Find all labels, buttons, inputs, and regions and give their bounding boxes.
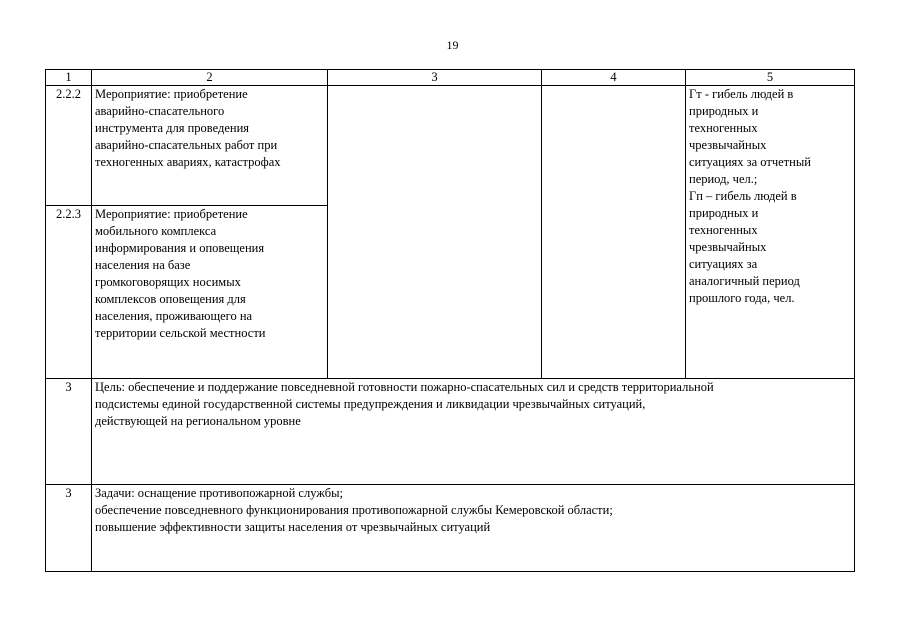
indicator-text: Гт - гибель людей в природных и техногенных чрезвычайных ситуациях за отчетный период, чел.; Гп – гибель людей в природных и техногенных чрезвычайных ситуациях за аналогичный период прошлого года, чел. [686,86,855,379]
column-header: 5 [686,70,855,86]
tasks-row [46,485,855,572]
page-number: 19 [446,38,459,52]
table-header-row [46,70,855,86]
activity-text: Мероприятие: приобретение аварийно-спасательного инструмента для проведения аварийно-спасательных работ при техногенных авариях, катастрофах [92,86,328,206]
goal-text: Цель: обеспечение и поддержание повседневной готовности пожарно-спасательных сил и средств территориальной подсистемы единой государственной системы предупреждения и ликвидации чрезвычайных ситуаций, действующей на региональном уровне [92,379,855,485]
empty-cell-col3 [328,86,542,379]
goal-row [46,379,855,485]
row-number: 3 [46,379,92,485]
column-header: 2 [92,70,328,86]
row-number: 3 [46,485,92,572]
row-number: 2.2.3 [46,206,92,379]
column-header: 3 [328,70,542,86]
table-row [46,86,855,206]
column-header: 4 [542,70,686,86]
column-header: 1 [46,70,92,86]
program-table [45,69,855,572]
activity-text: Мероприятие: приобретение мобильного комплекса информирования и оповещения населения на базе громкоговорящих носимых комплексов оповещения для населения, проживающего на территории сельской местности [92,206,328,379]
tasks-text: Задачи: оснащение противопожарной службы; обеспечение повседневного функционирования противопожарной службы Кемеровской области; повышение эффективности защиты населения от чрезвычайных ситуаций [92,485,855,572]
row-number: 2.2.2 [46,86,92,206]
empty-cell-col4 [542,86,686,379]
